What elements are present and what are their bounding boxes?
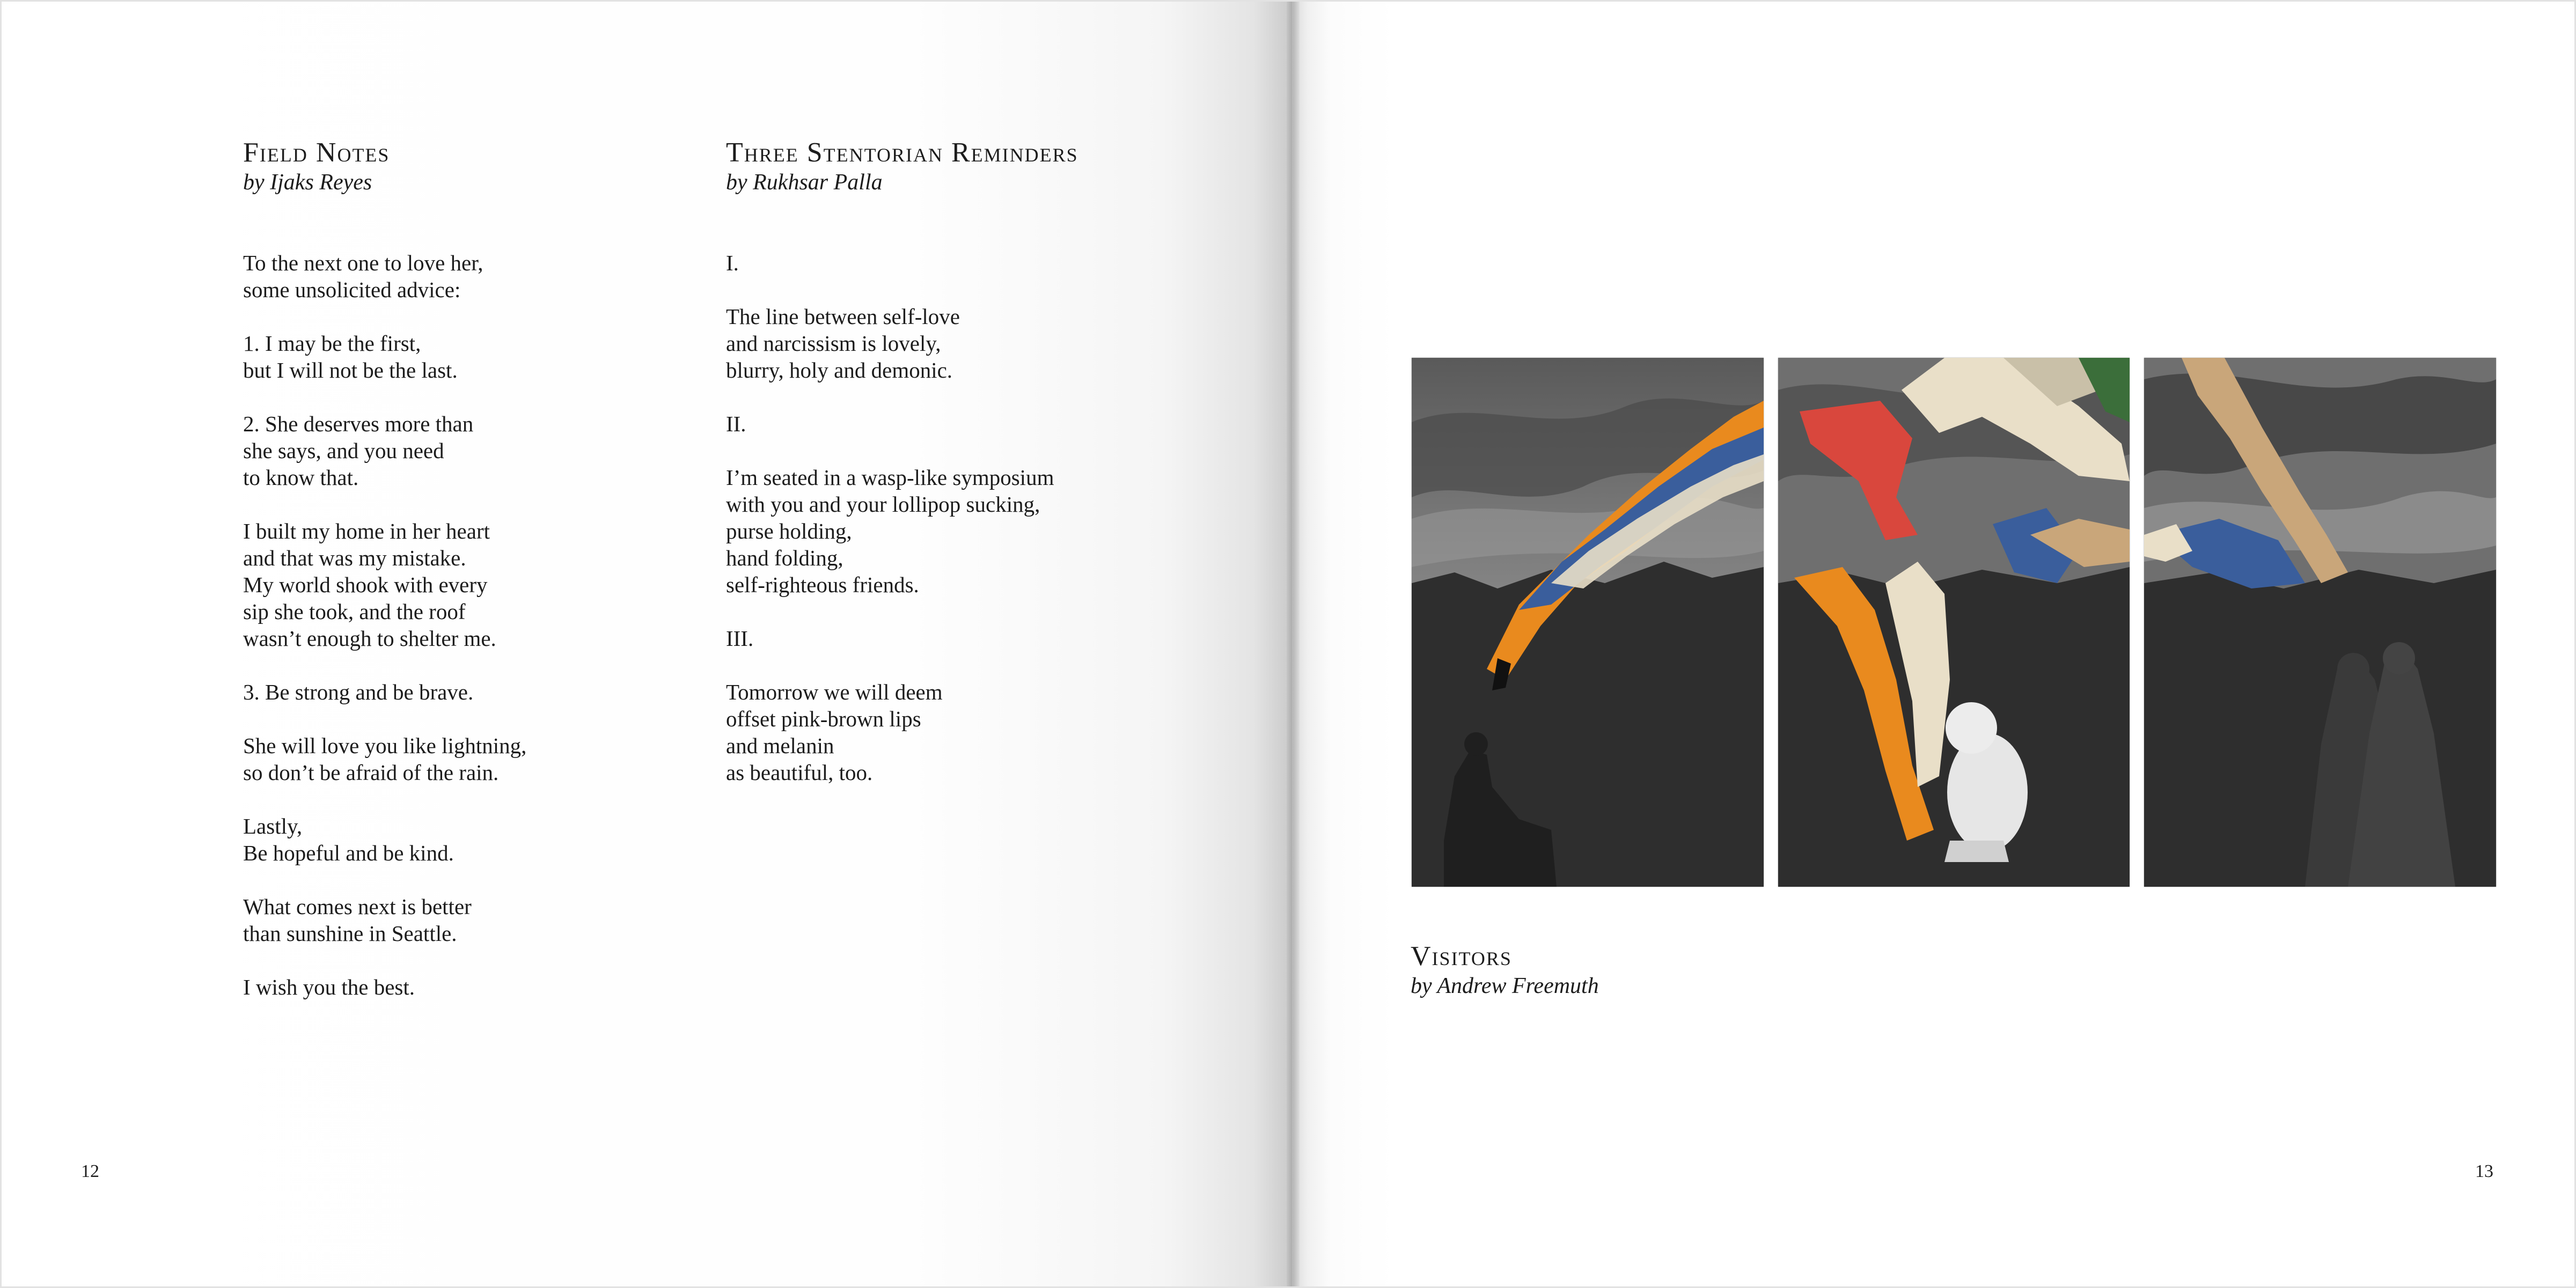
artwork-panel-right	[2144, 358, 2496, 887]
poem-three-stentorian-reminders	[726, 137, 1078, 813]
poem-line: purse holding,	[726, 519, 852, 543]
poem-line: she says, and you need	[243, 438, 444, 463]
poem-stanza	[243, 330, 526, 384]
poem-line: III.	[726, 626, 754, 651]
poem-line: self-righteous friends.	[726, 572, 919, 597]
poem-stanza	[726, 249, 1078, 276]
poem-stanza	[726, 625, 1078, 652]
page-number-left: 12	[81, 1161, 99, 1181]
poem-title: Field Notes	[243, 137, 390, 168]
poem-line: I.	[726, 251, 739, 275]
poem-line: sip she took, and the roof	[243, 599, 466, 624]
artwork-title: Visitors	[1411, 941, 1512, 971]
poem-line: blurry, holy and demonic.	[726, 358, 953, 382]
poem-body	[726, 249, 1078, 786]
poem-line: than sunshine in Seattle.	[243, 921, 457, 946]
poem-stanza	[243, 893, 526, 947]
poem-line: I built my home in her heart	[243, 519, 490, 543]
poem-line: She will love you like lightning,	[243, 733, 527, 758]
poem-line: and melanin	[726, 733, 834, 758]
artwork-image	[2144, 358, 2496, 887]
poem-stanza	[243, 813, 526, 866]
artwork-author: by Andrew Freemuth	[1411, 974, 1599, 998]
poem-line: I wish you the best.	[243, 975, 415, 999]
poem-line: with you and your lollipop sucking,	[726, 492, 1040, 517]
poem-stanza	[726, 679, 1078, 786]
poem-title: Three Stentorian Reminders	[726, 137, 1078, 168]
artwork-panel-left	[1412, 358, 1764, 887]
poem-line: My world shook with every	[243, 572, 488, 597]
poem-stanza	[243, 249, 526, 303]
artwork-image	[1778, 358, 2130, 887]
poem-body	[243, 249, 526, 1000]
poem-stanza	[726, 410, 1078, 437]
poem-stanza	[243, 974, 526, 1000]
poem-stanza	[243, 679, 526, 705]
book-gutter	[1287, 2, 1300, 1288]
poem-line: some unsolicited advice:	[243, 277, 461, 302]
poem-line: Lastly,	[243, 814, 303, 838]
poem-line: Tomorrow we will deem	[726, 680, 943, 704]
poem-line: The line between self-love	[726, 304, 960, 329]
poem-stanza	[726, 464, 1078, 598]
poem-stanza	[243, 518, 526, 652]
poem-stanza	[726, 303, 1078, 384]
poem-stanza	[243, 732, 526, 786]
poem-line: offset pink-brown lips	[726, 706, 921, 731]
poem-line: I’m seated in a wasp-like symposium	[726, 465, 1054, 490]
artwork-caption	[1411, 940, 1599, 999]
poem-line: II.	[726, 411, 746, 436]
poem-field-notes	[243, 137, 526, 1027]
poem-line: to know that.	[243, 465, 359, 490]
poem-line: Be hopeful and be kind.	[243, 841, 454, 865]
poem-line: 2. She deserves more than	[243, 411, 474, 436]
poem-line: wasn’t enough to shelter me.	[243, 626, 496, 651]
artwork-image	[1412, 358, 1764, 887]
poem-line: hand folding,	[726, 546, 843, 570]
poem-line: 1. I may be the first,	[243, 331, 421, 356]
poem-line: as beautiful, too.	[726, 760, 873, 785]
poem-line: 3. Be strong and be brave.	[243, 680, 474, 704]
poem-line: and narcissism is lovely,	[726, 331, 941, 356]
poem-line: but I will not be the last.	[243, 358, 458, 382]
poem-line: What comes next is better	[243, 894, 472, 919]
left-page	[2, 2, 1292, 1288]
poem-stanza	[243, 410, 526, 491]
artwork-panel-center	[1778, 358, 2130, 887]
poem-line: so don’t be afraid of the rain.	[243, 760, 499, 785]
poem-line: To the next one to love her,	[243, 251, 483, 275]
poem-author: by Rukhsar Palla	[726, 170, 883, 195]
poem-author: by Ijaks Reyes	[243, 170, 372, 195]
page-number-right: 13	[2475, 1161, 2493, 1181]
poem-line: and that was my mistake.	[243, 546, 466, 570]
